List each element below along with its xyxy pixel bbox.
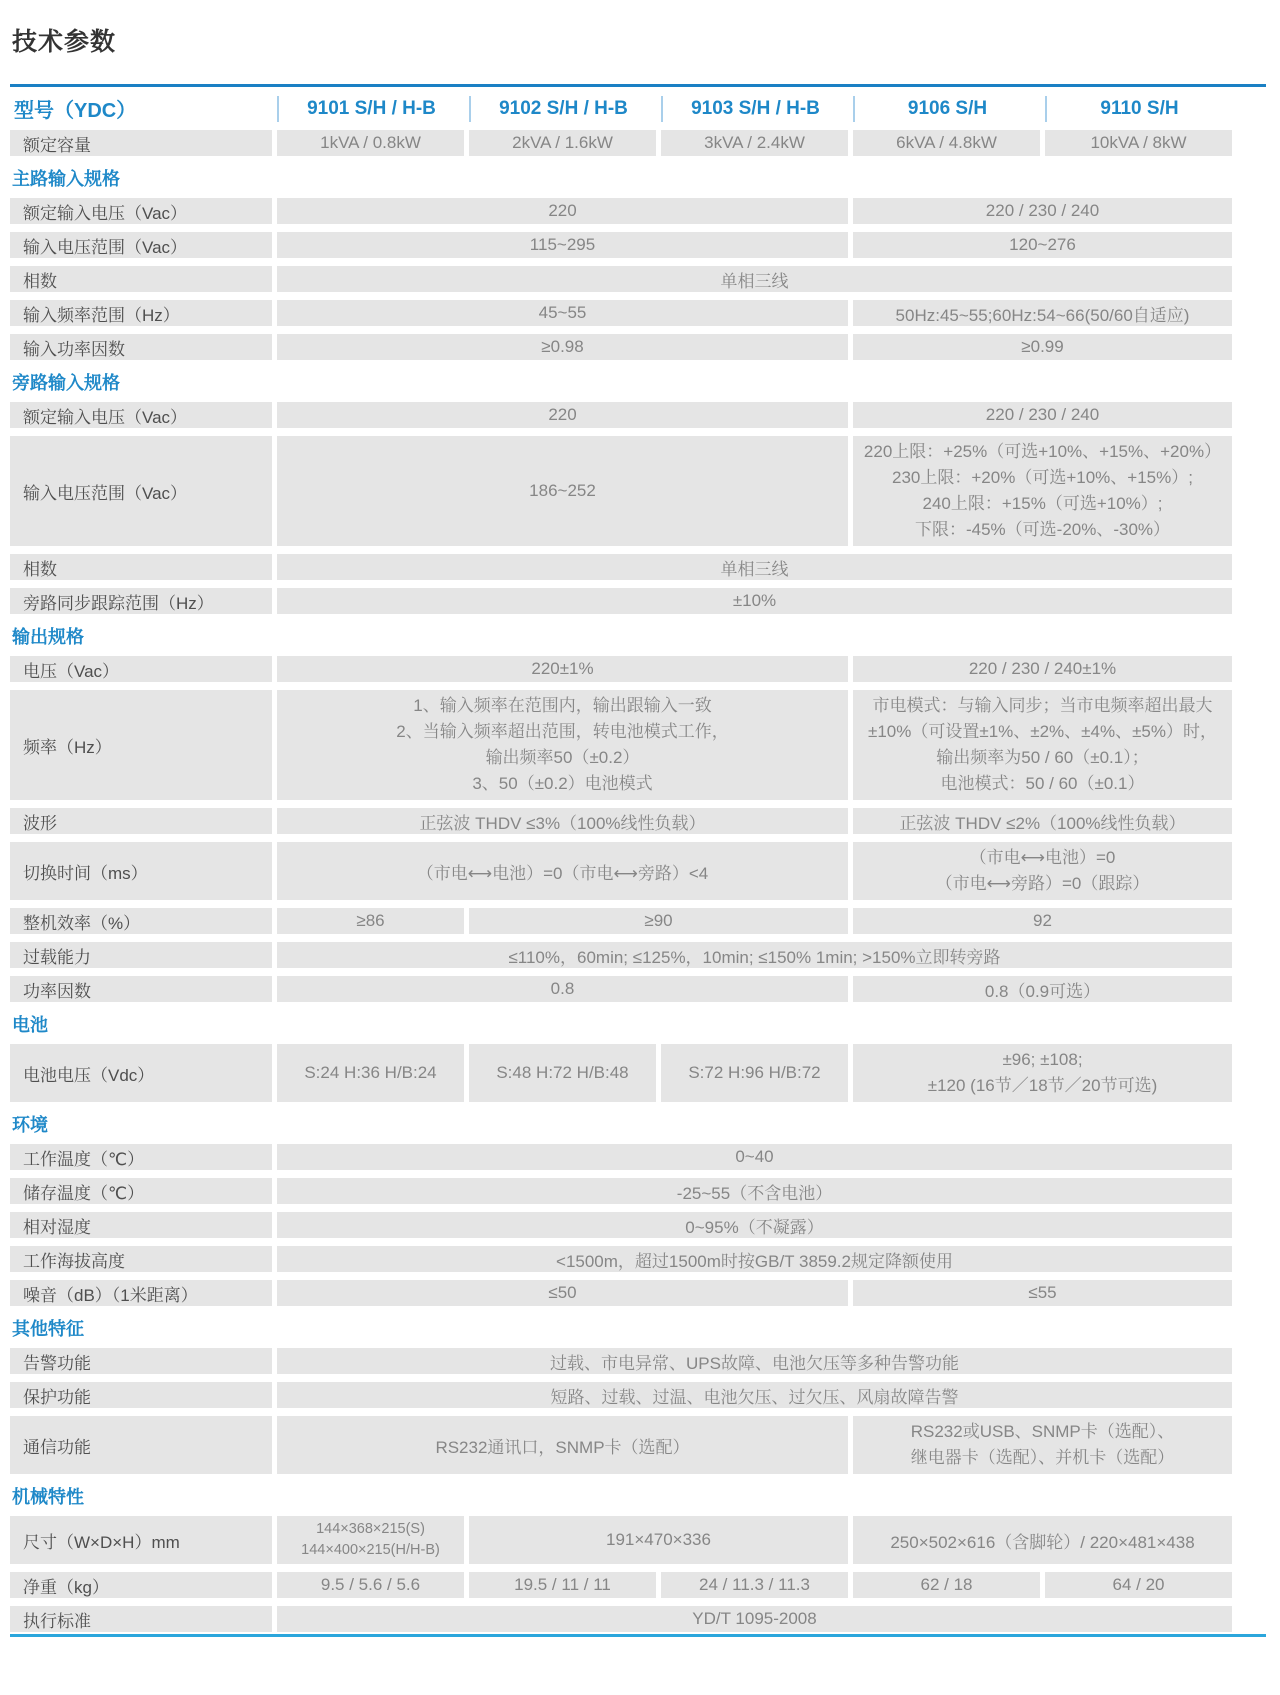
row-label: 过载能力 (10, 942, 272, 968)
table-row (10, 300, 1266, 326)
spec-cell: 单相三线 (277, 554, 1232, 580)
section-header: 环境 (12, 1115, 48, 1135)
divider-top (10, 84, 1266, 87)
table-row (10, 1144, 1266, 1170)
model-column-header: 9106 S/H (853, 96, 1040, 122)
table-row (10, 1572, 1266, 1598)
spec-cell: ≥86 (277, 908, 464, 934)
spec-line: RS232或USB、SNMP卡（选配）、 (910, 1422, 1175, 1441)
spec-line: 1、输入频率在范围内，输出跟输入一致 (413, 696, 712, 715)
spec-cell: 3kVA / 2.4kW (661, 130, 848, 156)
section-header: 其他特征 (12, 1319, 84, 1339)
spec-cell: RS232通讯口，SNMP卡（选配） (277, 1416, 848, 1474)
spec-cell: ≥0.98 (277, 334, 848, 360)
row-label: 储存温度（℃） (10, 1178, 272, 1204)
spec-cell: 正弦波 THDV ≤3%（100%线性负载） (277, 808, 848, 834)
spec-cell (853, 1044, 1232, 1102)
row-label: 保护功能 (10, 1382, 272, 1408)
spec-table (10, 94, 1266, 1632)
spec-cell (853, 1416, 1232, 1474)
spec-cell: S:48 H:72 H/B:48 (469, 1044, 656, 1102)
spec-cell: 45~55 (277, 300, 848, 326)
spec-cell: ≤50 (277, 1280, 848, 1306)
row-label: 电池电压（Vdc） (10, 1044, 272, 1102)
divider-bottom (10, 1634, 1266, 1637)
spec-line: 输出频率为50 / 60（±0.1）； (936, 748, 1149, 767)
table-row (10, 1044, 1266, 1102)
model-column-header: 9102 S/H / H-B (469, 96, 656, 122)
table-row (10, 1382, 1266, 1408)
model-column-header: 9110 S/H (1045, 96, 1232, 122)
spec-cell: ±10% (277, 588, 1232, 614)
spec-sheet (10, 0, 1266, 1695)
spec-cell: 220 / 230 / 240 (853, 198, 1232, 224)
spec-cell (853, 690, 1232, 800)
model-column-header: 9101 S/H / H-B (277, 96, 464, 122)
spec-cell: 0.8（0.9可选） (853, 976, 1232, 1002)
spec-line: 市电模式：与输入同步；当市电频率超出最大 (872, 696, 1213, 715)
spec-cell: 220 (277, 198, 848, 224)
spec-cell: 62 / 18 (853, 1572, 1040, 1598)
table-row (10, 656, 1266, 682)
spec-line: 2、当输入频率超出范围，转电池模式工作， (396, 722, 729, 741)
spec-line: （市电⟷旁路）=0（跟踪） (935, 874, 1150, 893)
table-row (10, 198, 1266, 224)
spec-cell: 115~295 (277, 232, 848, 258)
row-label: 执行标准 (10, 1606, 272, 1632)
spec-cell: 120~276 (853, 232, 1232, 258)
spec-cell: 正弦波 THDV ≤2%（100%线性负载） (853, 808, 1232, 834)
row-label: 通信功能 (10, 1416, 272, 1474)
table-row (10, 1606, 1266, 1632)
spec-cell (277, 1516, 464, 1564)
spec-cell: 2kVA / 1.6kW (469, 130, 656, 156)
spec-cell: S:24 H:36 H/B:24 (277, 1044, 464, 1102)
table-row (10, 690, 1266, 800)
table-row (10, 1348, 1266, 1374)
spec-cell: ≤110%，60min; ≤125%，10min; ≤150% 1min; >150%立即转旁路 (277, 942, 1232, 968)
spec-cell: 10kVA / 8kW (1045, 130, 1232, 156)
row-label: 噪音（dB）（1米距离） (10, 1280, 272, 1306)
table-row (10, 266, 1266, 292)
spec-cell: ≤55 (853, 1280, 1232, 1306)
spec-cell: S:72 H:96 H/B:72 (661, 1044, 848, 1102)
spec-line: ±10%（可设置±1%、±2%、±4%、±5%）时， (868, 722, 1217, 741)
table-row (10, 334, 1266, 360)
table-row (10, 232, 1266, 258)
row-label: 输入电压范围（Vac） (10, 232, 272, 258)
spec-cell: <1500m，超过1500m时按GB/T 3859.2规定降额使用 (277, 1246, 1232, 1272)
spec-cell (853, 436, 1232, 546)
spec-line: 144×368×215(S) (316, 1521, 425, 1537)
spec-cell: 186~252 (277, 436, 848, 546)
spec-line: ±96; ±108; (1002, 1050, 1083, 1069)
table-row (10, 402, 1266, 428)
table-row (10, 436, 1266, 546)
row-label: 相对湿度 (10, 1212, 272, 1238)
spec-cell: 220 / 230 / 240 (853, 402, 1232, 428)
spec-cell: 24 / 11.3 / 11.3 (661, 1572, 848, 1598)
spec-line: 230上限：+20%（可选+10%、+15%）; (892, 468, 1193, 487)
spec-cell: 19.5 / 11 / 11 (469, 1572, 656, 1598)
spec-line: 144×400×215(H/H-B) (301, 1542, 440, 1558)
spec-cell: 64 / 20 (1045, 1572, 1232, 1598)
spec-cell (853, 842, 1232, 900)
spec-line: ±120 (16节／18节／20节可选) (927, 1076, 1158, 1095)
spec-line: 电池模式：50 / 60（±0.1） (940, 774, 1145, 793)
spec-cell: 0~95%（不凝露） (277, 1212, 1232, 1238)
table-row (10, 1212, 1266, 1238)
spec-cell: 191×470×336 (469, 1516, 848, 1564)
row-label: 输入功率因数 (10, 334, 272, 360)
section-header: 输出规格 (12, 627, 84, 647)
spec-cell: ≥0.99 (853, 334, 1232, 360)
section-header: 主路输入规格 (12, 169, 120, 189)
row-label: 相数 (10, 554, 272, 580)
model-column-header: 9103 S/H / H-B (661, 96, 848, 122)
section-header: 电池 (12, 1015, 48, 1035)
row-label: 相数 (10, 266, 272, 292)
spec-line: 3、50（±0.2）电池模式 (472, 774, 653, 793)
row-label: 额定输入电压（Vac） (10, 198, 272, 224)
spec-line: 输出频率50（±0.2） (485, 748, 640, 767)
spec-cell: （市电⟷电池）=0（市电⟷旁路）<4 (277, 842, 848, 900)
model-row-label: 型号（YDC） (14, 100, 137, 122)
table-row (10, 908, 1266, 934)
row-label: 告警功能 (10, 1348, 272, 1374)
table-row (10, 554, 1266, 580)
table-row (10, 588, 1266, 614)
spec-cell: 短路、过载、过温、电池欠压、过欠压、风扇故障告警 (277, 1382, 1232, 1408)
table-row (10, 808, 1266, 834)
row-label: 工作温度（℃） (10, 1144, 272, 1170)
spec-line: 继电器卡（选配）、并机卡（选配） (910, 1448, 1175, 1467)
spec-cell: 1kVA / 0.8kW (277, 130, 464, 156)
table-row (10, 1280, 1266, 1306)
spec-line: （市电⟷电池）=0 (969, 848, 1116, 867)
table-row (10, 1246, 1266, 1272)
row-label: 净重（kg） (10, 1572, 272, 1598)
spec-cell: 50Hz:45~55;60Hz:54~66(50/60自适应) (853, 300, 1232, 326)
row-label: 波形 (10, 808, 272, 834)
table-header-row (10, 94, 1266, 123)
spec-line: 下限：-45%（可选-20%、-30%） (914, 520, 1171, 539)
table-row (10, 1516, 1266, 1564)
spec-cell (277, 690, 848, 800)
spec-cell: 220±1% (277, 656, 848, 682)
spec-cell: 单相三线 (277, 266, 1232, 292)
spec-cell: YD/T 1095-2008 (277, 1606, 1232, 1632)
spec-line: 240上限：+15%（可选+10%）; (922, 494, 1163, 513)
spec-cell: 0.8 (277, 976, 848, 1002)
section-header: 旁路输入规格 (12, 373, 120, 393)
spec-cell: -25~55（不含电池） (277, 1178, 1232, 1204)
table-row (10, 942, 1266, 968)
table-row (10, 1416, 1266, 1474)
row-label: 电压（Vac） (10, 656, 272, 682)
table-row (10, 842, 1266, 900)
section-header: 机械特性 (12, 1487, 84, 1507)
row-label: 工作海拔高度 (10, 1246, 272, 1272)
row-label: 切换时间（ms） (10, 842, 272, 900)
row-label: 额定输入电压（Vac） (10, 402, 272, 428)
row-label: 额定容量 (10, 130, 272, 156)
spec-cell: 6kVA / 4.8kW (853, 130, 1040, 156)
row-label: 输入电压范围（Vac） (10, 436, 272, 546)
table-row (10, 1178, 1266, 1204)
spec-cell: 220 (277, 402, 848, 428)
row-label: 输入频率范围（Hz） (10, 300, 272, 326)
spec-cell: 250×502×616（含脚轮）/ 220×481×438 (853, 1516, 1232, 1564)
row-label: 功率因数 (10, 976, 272, 1002)
spec-cell: 0~40 (277, 1144, 1232, 1170)
spec-cell: 92 (853, 908, 1232, 934)
spec-cell: ≥90 (469, 908, 848, 934)
spec-line: 220上限：+25%（可选+10%、+15%、+20%） (863, 442, 1222, 461)
row-label: 旁路同步跟踪范围（Hz） (10, 588, 272, 614)
row-label: 尺寸（W×D×H）mm (10, 1516, 272, 1564)
row-label: 整机效率（%） (10, 908, 272, 934)
table-row (10, 130, 1266, 156)
row-label: 频率（Hz） (10, 690, 272, 800)
spec-cell: 220 / 230 / 240±1% (853, 656, 1232, 682)
spec-cell: 过载、市电异常、UPS故障、电池欠压等多种告警功能 (277, 1348, 1232, 1374)
table-row (10, 976, 1266, 1002)
spec-cell: 9.5 / 5.6 / 5.6 (277, 1572, 464, 1598)
page-title: 技术参数 (12, 28, 117, 56)
